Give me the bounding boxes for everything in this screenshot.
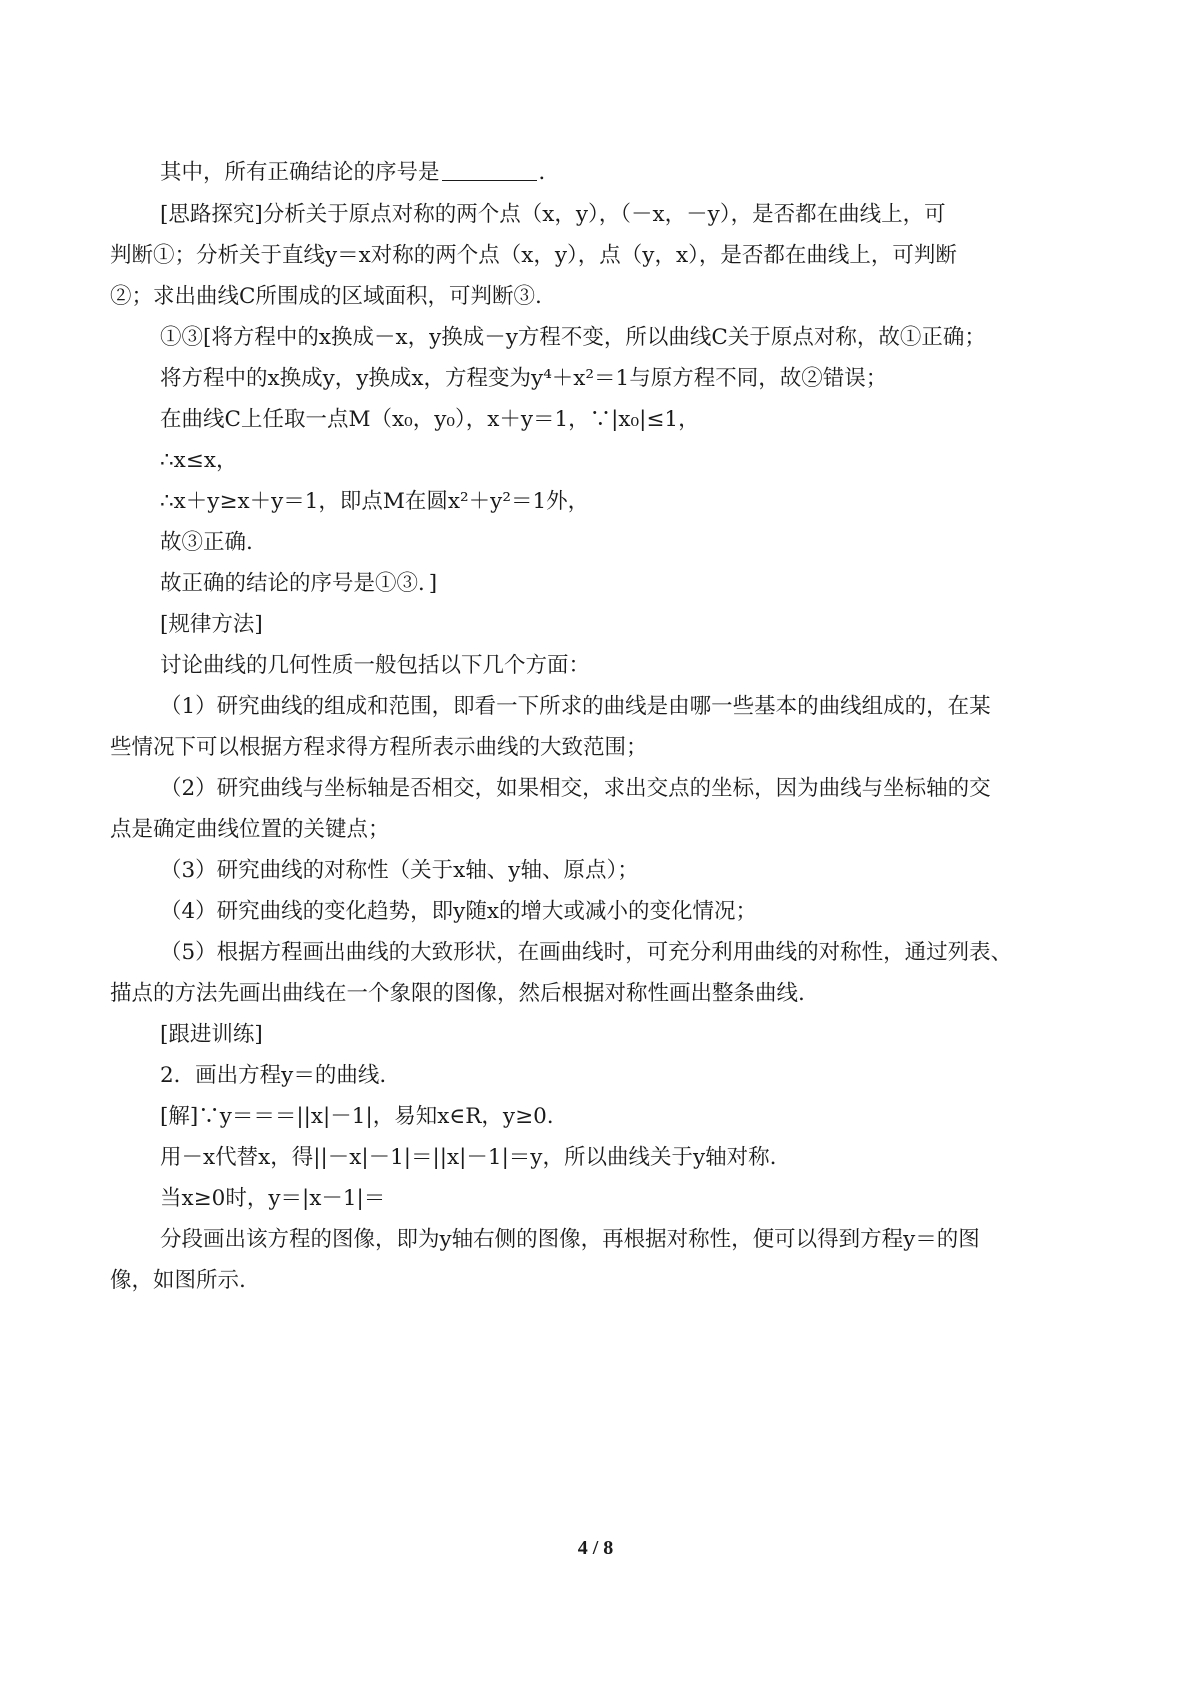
- method-heading: [规律方法]: [160, 612, 263, 637]
- answer-line-3: 在曲线C上任取一点M（x₀，y₀），x＋y＝1，∵|x₀|≤1，: [160, 407, 700, 432]
- practice-heading: [跟进训练]: [160, 1022, 263, 1047]
- method-item-2-line-2: 点是确定曲线位置的关键点；: [110, 817, 390, 842]
- analysis-line-1: [思路探究]分析关于原点对称的两个点（x，y），（－x，－y），是否都在曲线上，可: [160, 202, 946, 227]
- answer-blank: [442, 160, 537, 181]
- answer-line-1: ①③[将方程中的x换成－x，y换成－y方程不变，所以曲线C关于原点对称，故①正确；: [160, 325, 986, 350]
- method-item-2-line-1: （2）研究曲线与坐标轴是否相交，如果相交，求出交点的坐标，因为曲线与坐标轴的交: [160, 776, 991, 801]
- practice-question: 2．画出方程y＝的曲线.: [160, 1063, 387, 1088]
- solution-line-1: [解]∵y＝＝＝||x|－1|，易知x∈R，y≥0.: [160, 1104, 554, 1129]
- solution-line-4: 分段画出该方程的图像，即为y轴右侧的图像，再根据对称性，便可以得到方程y＝的图: [160, 1227, 980, 1252]
- method-item-3: （3）研究曲线的对称性（关于x轴、y轴、原点）；: [160, 858, 639, 883]
- answer-line-7: 故正确的结论的序号是①③．]: [160, 571, 438, 596]
- solution-line-2: 用－x代替x，得||－x|－1|＝||x|－1|＝y，所以曲线关于y轴对称.: [160, 1145, 777, 1170]
- question-tail-line: [160, 158, 560, 188]
- method-item-5-line-1: （5）根据方程画出曲线的大致形状，在画曲线时，可充分利用曲线的对称性，通过列表、: [160, 940, 1013, 965]
- solution-line-3: 当x≥0时，y＝|x－1|＝: [160, 1186, 386, 1211]
- method-intro: 讨论曲线的几何性质一般包括以下几个方面：: [160, 653, 591, 678]
- analysis-line-3: ②；求出曲线C所围成的区域面积，可判断③.: [110, 284, 542, 309]
- answer-line-6: 故③正确.: [160, 530, 253, 555]
- page-number: 4 / 8: [577, 1537, 614, 1559]
- method-item-5-line-2: 描点的方法先画出曲线在一个象限的图像，然后根据对称性画出整条曲线.: [110, 981, 805, 1006]
- analysis-line-2: 判断①；分析关于直线y＝x对称的两个点（x，y），点（y，x），是否都在曲线上，可判断: [110, 243, 957, 268]
- method-item-4: （4）研究曲线的变化趋势，即y随x的增大或减小的变化情况；: [160, 899, 757, 924]
- answer-line-5: ∴x＋y≥x＋y＝1，即点M在圆x²＋y²＝1外，: [160, 489, 590, 514]
- question-tail-period: ．: [538, 160, 561, 185]
- answer-line-2: 将方程中的x换成y，y换成x，方程变为y⁴＋x²＝1与原方程不同，故②错误；: [160, 366, 888, 391]
- solution-line-5: 像，如图所示.: [110, 1268, 246, 1293]
- method-item-1-line-1: （1）研究曲线的组成和范围，即看一下所求的曲线是由哪一些基本的曲线组成的，在某: [160, 694, 991, 719]
- method-item-1-line-2: 些情况下可以根据方程求得方程所表示曲线的大致范围；: [110, 735, 648, 760]
- question-tail-text: 其中，所有正确结论的序号是: [160, 160, 440, 185]
- answer-line-4: ∴x≤x，: [160, 448, 238, 473]
